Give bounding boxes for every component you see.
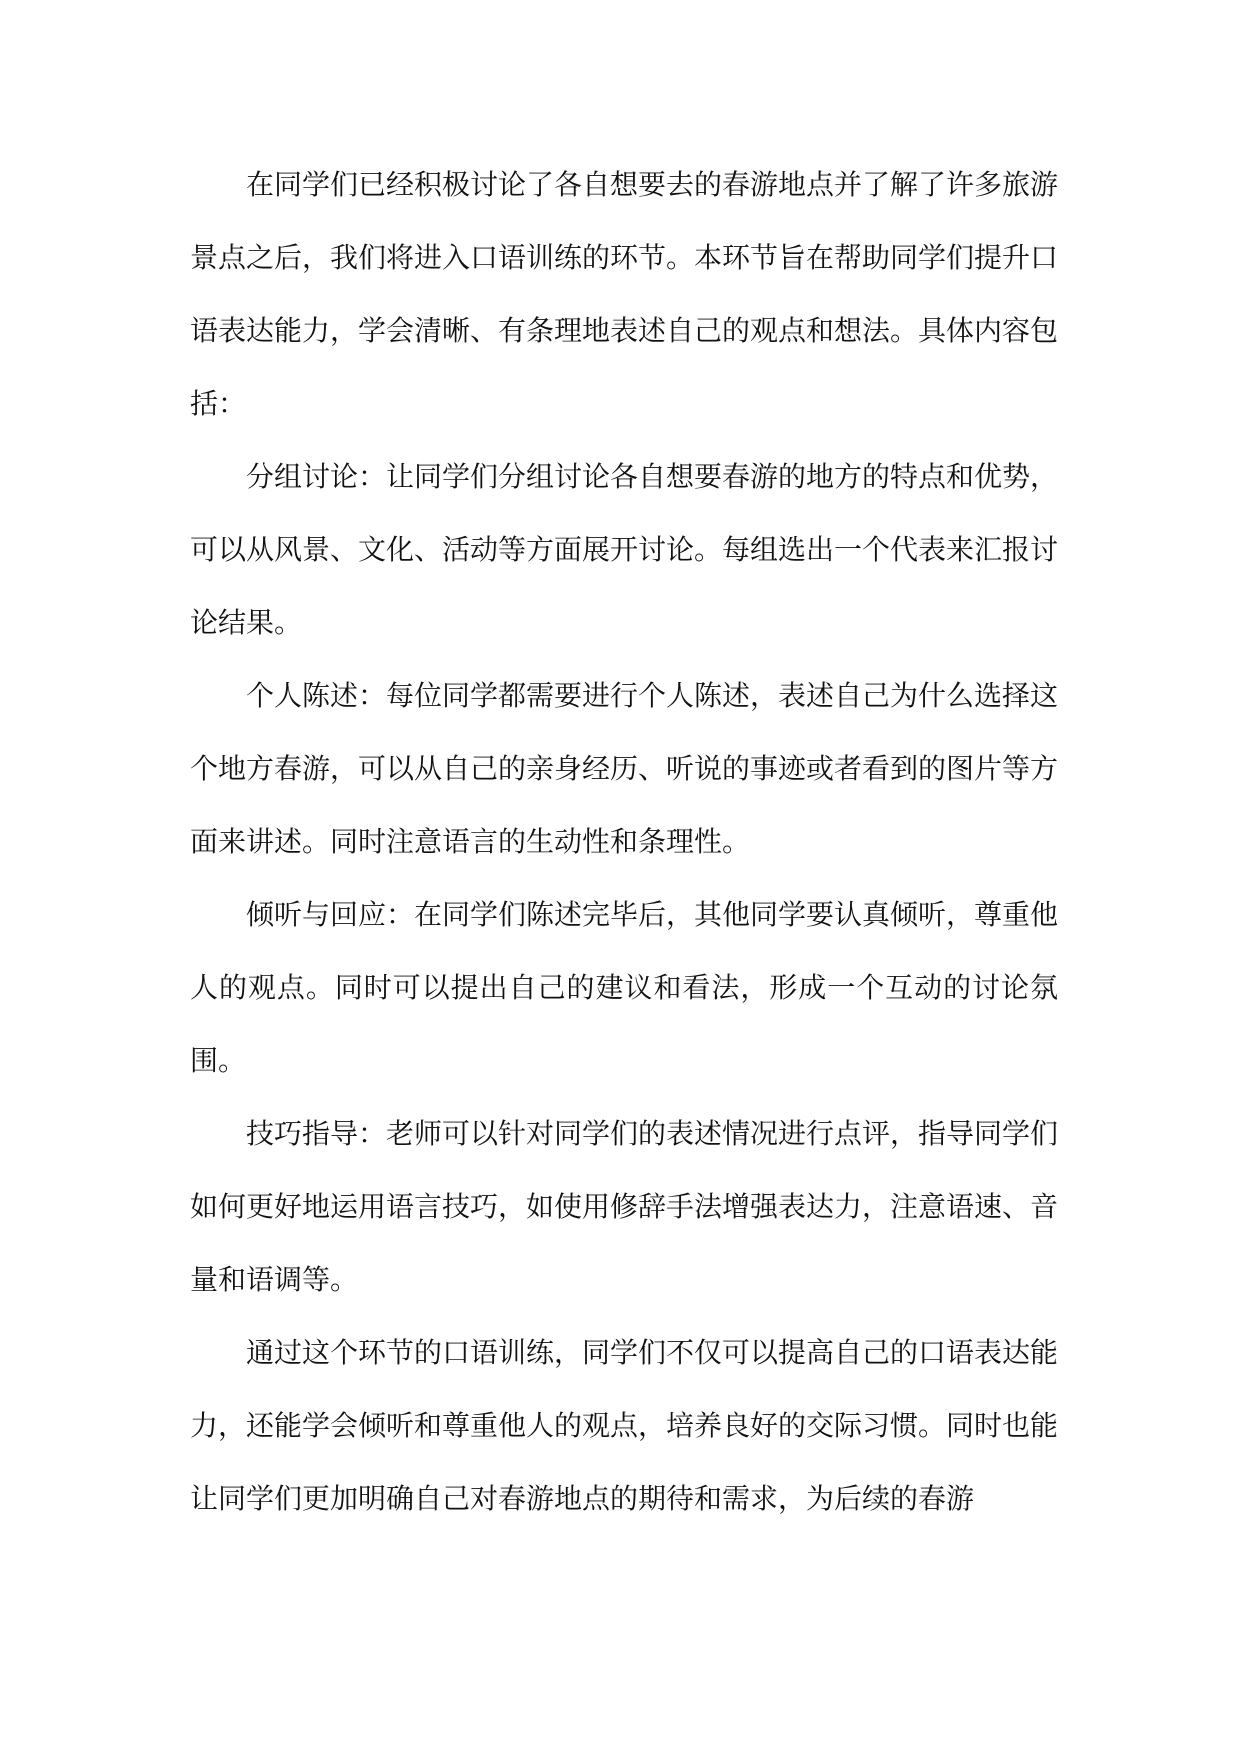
paragraph-group-discussion: 分组讨论：让同学们分组讨论各自想要春游的地方的特点和优势，可以从风景、文化、活动等方面展开讨论。每组选出一个代表来汇报讨论结果。: [190, 460, 1059, 639]
paragraph-personal-statement: 个人陈述：每位同学都需要进行个人陈述，表述自己为什么选择这个地方春游，可以从自己的亲身经历、听说的事迹或者看到的图片等方面来讲述。同时注意语言的生动性和条理性。: [190, 679, 1059, 858]
paragraph-listen-respond: 倾听与回应：在同学们陈述完毕后，其他同学要认真倾听，尊重他人的观点。同时可以提出自己的建议和看法，形成一个互动的讨论氛围。: [190, 898, 1059, 1077]
paragraph-intro: 在同学们已经积极讨论了各自想要去的春游地点并了解了许多旅游景点之后，我们将进入口语训练的环节。本环节旨在帮助同学们提升口语表达能力，学会清晰、有条理地表述自己的观点和想法。具体内容包括：: [190, 168, 1059, 420]
paragraph-skill-guidance: 技巧指导：老师可以针对同学们的表述情况进行点评，指导同学们如何更好地运用语言技巧，如使用修辞手法增强表达力，注意语速、音量和语调等。: [190, 1117, 1059, 1296]
paragraph-conclusion: 通过这个环节的口语训练，同学们不仅可以提高自己的口语表达能力，还能学会倾听和尊重他人的观点，培养良好的交际习惯。同时也能让同学们更加明确自己对春游地点的期待和需求，为后续的春游: [190, 1336, 1059, 1515]
document-body: [190, 148, 1058, 1535]
